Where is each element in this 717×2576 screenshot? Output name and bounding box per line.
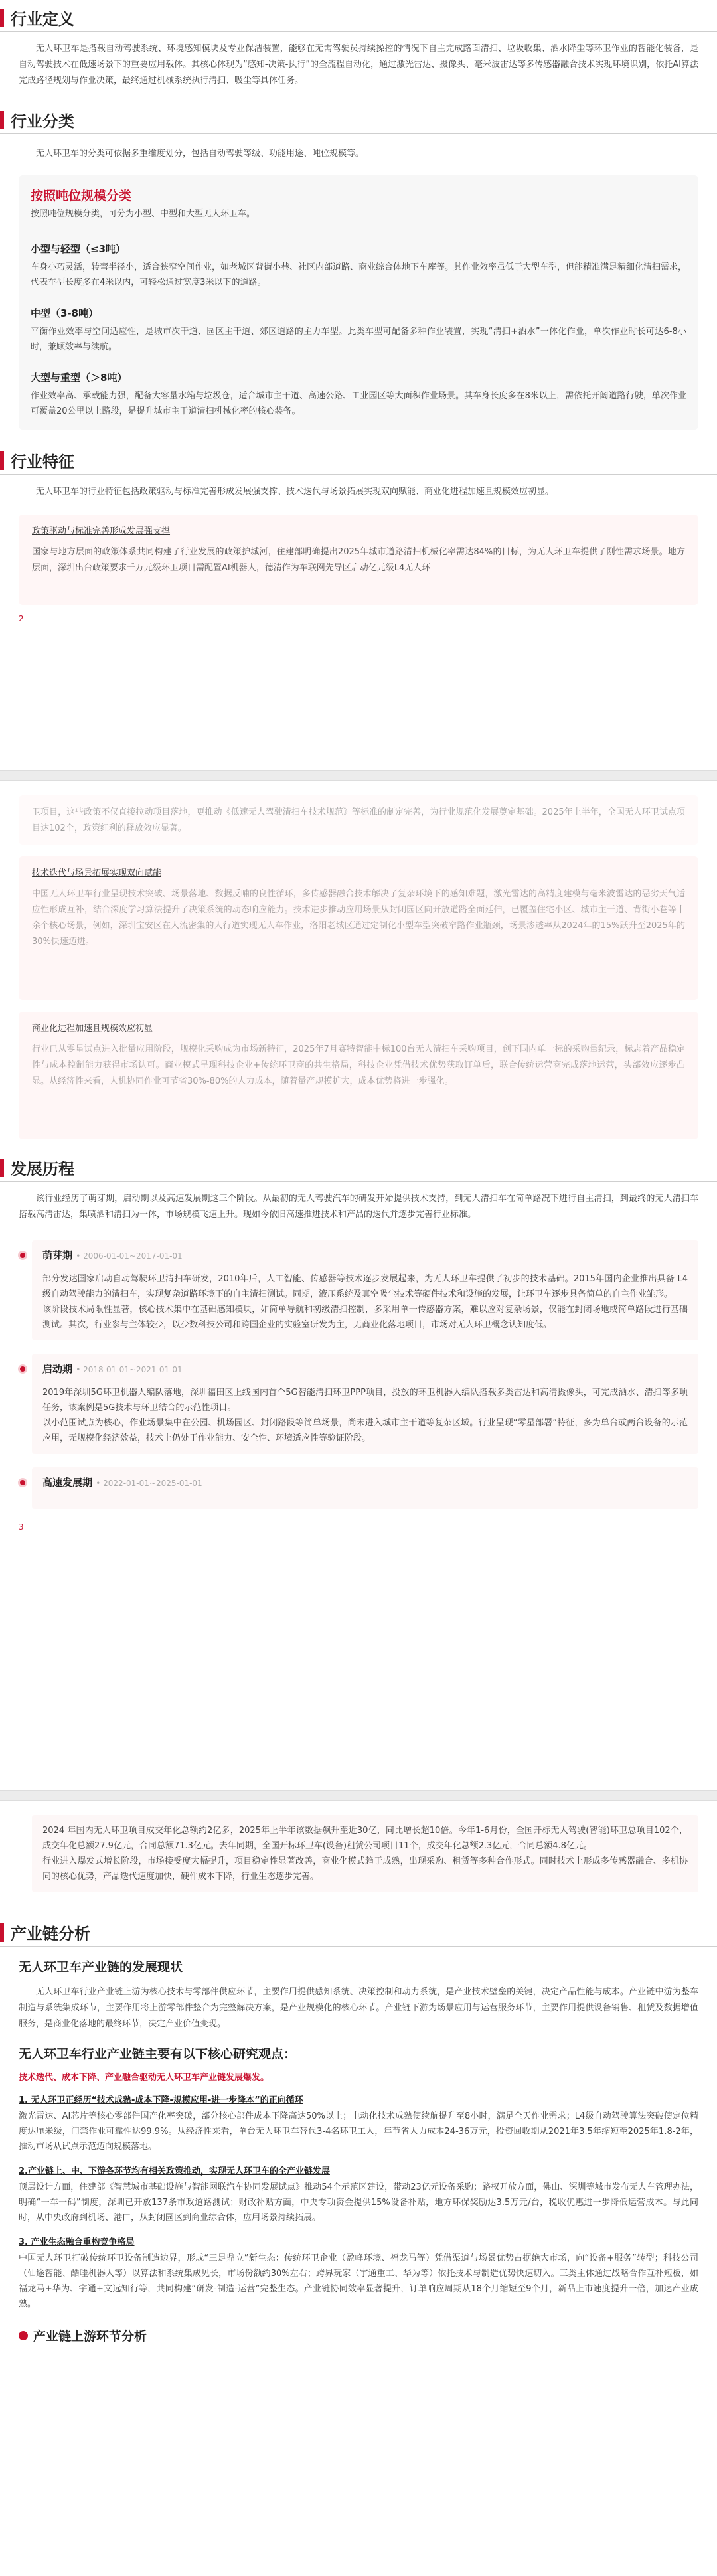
timeline-dot xyxy=(18,1478,27,1487)
chain-point-body: 激光雷达、AI芯片等核心零部件国产化率突破，部分核心部件成本下降高达50%以上；电动化技术成熟使续航提升至8小时，满足全天作业需求；L4级自动驾驶算法突破使定位精度达厘米级，门禁作业可靠性达99.9%。从经济性来看，单台无人环卫车替代3-4名环卫工人，年节省人力成本24-36万元，投资回收期从2021年3.5年缩短至2025年1.8-2年，推动市场从试点示范迈向规模落地。 xyxy=(19,2111,698,2152)
page-number: 3 xyxy=(19,1522,24,1532)
feature-card-policy-continued xyxy=(19,795,698,845)
upstream-title: 产业链上游环节分析 xyxy=(33,2329,147,2344)
bullet-icon xyxy=(19,2331,28,2340)
chain-point-body: 中国无人环卫打破传统环卫设备制造边界，形成“三足鼎立”新生态：传统环卫企业（盈峰环境、福龙马等）凭借渠道与场景优势占据绝大市场，向“设备+服务”转型；科技公司（仙途智能、酷哇机器人等）以算法和系统集成见长，市场份额约30%左右；跨界玩家（宇通重工、华为等）依托技术与制造优势快速切入。三类主体通过战略合作互补短板，如福龙马+华为、宇通+文远知行等，共同构建“研发-制造-运营”完整生态。产业链协同效率显著提升，订单响应周期从18个月缩短至9个月，新品上市速度提升一倍，加速产业成熟。 xyxy=(19,2253,698,2309)
feature-body: 中国无人环卫车行业呈现技术突破、场景落地、数据反哺的良性循环，多传感器融合技术解决了复杂环境下的感知难题，激光雷达的高精度建模与毫米波雷达的恶劣天气适应性形成互补，结合深度学习算法提升了决策系统的动态响应能力。技术进步推动应用场景从封闭园区向开放道路全面延伸，已覆盖住宅小区、城市主干道、背街小巷等十余个核心场景，例如，深圳宝安区在人流密集的人行道实现无人车作业，洛阳老城区通过定制化小型车型突破窄路作业瓶颈，场景渗透率从2024年的15%跃升至2025年的30%快速迈进。 xyxy=(32,889,685,947)
class-item-desc: 平衡作业效率与空间适应性，是城市次干道、园区主干道、郊区道路的主力车型。此类车型可配备多种作业装置，实现“清扫+洒水”一体化作业，单次作业时长可达6-8小时，兼顾效率与续航。 xyxy=(31,327,686,352)
class-item-desc: 作业效率高、承载能力强，配备大容量水箱与垃圾仓，适合城市主干道、高速公路、工业园区等大面积作业场景。其车身长度多在8米以上，需依托开阔道路行驶，单次作业可覆盖20公里以上路段，是提升城市主干道清扫机械化率的核心装备。 xyxy=(31,391,686,416)
features-intro: 无人环卫车的行业特征包括政策驱动与标准完善形成发展强支撑、技术迭代与场景拓展实现双向赋能、商业化进程加速且规模效应初显。 xyxy=(36,487,554,497)
timeline-stage-continued xyxy=(32,1815,698,1892)
upstream-header xyxy=(19,2326,698,2344)
feature-card-commercial xyxy=(19,1012,698,1139)
feature-title: 政策驱动与标准完善形成发展强支撑 xyxy=(32,526,171,536)
timeline-stage: 高速发展期 • 2022-01-01~2025-01-01 xyxy=(32,1467,698,1509)
section-chain-header xyxy=(0,1919,717,1947)
section-history-title: 发展历程 xyxy=(11,1160,74,1178)
definition-body: 无人环卫车是搭载自动驾驶系统、环境感知模块及专业保洁装置，能够在无需驾驶员持续操控的情况下自主完成路面清扫、垃圾收集、洒水降尘等环卫作业的智能化装备，是自动驾驶技术在低速场景下的重要应用载体。其核心体现为“感知-决策-执行”的全流程自动化，通过激光雷达、摄像头、毫米波雷达等多传感器融合技术实现环境识别，依托AI算法完成路径规划与作业决策，最终通过机械系统执行清扫、吸尘等具体任务。 xyxy=(19,44,698,86)
chain-point-title: 1. 无人环卫正经历“技术成熟-成本下降-规模应用-进一步降本”的正向循环 xyxy=(19,2095,303,2105)
chain-research-title: 无人环卫车行业产业链主要有以下核心研究观点： xyxy=(19,2047,297,2061)
feature-card-policy xyxy=(19,515,698,605)
chain-status-body: 无人环卫车行业产业链上游为核心技术与零部件供应环节，主要作用提供感知系统、决策控制和动力系统，是产业技术壁垒的关键，决定产品性能与成本。产业链中游为整车制造与系统集成环节，主要作用将上游零部件整合为完整解决方案，是产业规模化的核心环节。产业链下游为场景应用与运营服务环节，主要作用提供设备销售、租赁及数据增值服务，是商业化落地的最终环节，决定产业价值变现。 xyxy=(19,1987,698,2029)
stage-date: 2022-01-01~2025-01-01 xyxy=(103,1479,202,1488)
stage-body-2: 行业进入爆发式增长阶段，市场接受度大幅提升，项目稳定性显著改善，商业化模式趋于成熟，出现采购、租赁等多种合作形式。同时技术上形成多传感器融合、多机协同的核心优势，产品迭代速度加快，硬件成本下降，行业生态逐步完善。 xyxy=(42,1856,688,1882)
section-classification-header xyxy=(0,106,717,134)
feature-title: 技术迭代与场景拓展实现双向赋能 xyxy=(32,868,162,878)
stage-name: 高速发展期 xyxy=(42,1477,93,1489)
timeline-dot xyxy=(18,1251,27,1260)
stage-body-2: 该阶段技术局限性显著，核心技术集中在基础感知模块，如简单导航和初级清扫控制，多采用单一传感器方案，难以应对复杂场景，仅能在封闭场地或简单路段进行基础测试。其次，行业参与主体较少，以少数科技公司和跨国企业的实验室研发为主，无商业化落地项目，市场对无人环卫概念认知度低。 xyxy=(42,1305,688,1330)
feature-body: 行业已从零星试点进入批量应用阶段，规模化采购成为市场新特征，2025年7月赛特智能中标100台无人清扫车采购项目，创下国内单一标的采购量纪录，标志着产品稳定性与成本控制能力获得市场认可。商业模式呈现科技企业+传统环卫商的共生格局，科技企业凭借技术优势获取订单后，联合传统运营商完成落地运营，头部效应逐步凸显。从经济性来看，人机协同作业可节省30%-80%的人力成本，随着量产规模扩大，成本优势将进一步强化。 xyxy=(32,1044,685,1086)
section-marker xyxy=(0,1923,4,1942)
timeline xyxy=(0,1240,717,1509)
chain-research-highlight: 技术迭代、成本下降、产业融合驱动无人环卫车产业链发展爆发。 xyxy=(19,2073,270,2083)
section-history-header xyxy=(0,1154,717,1182)
stage-date: 2006-01-01~2017-01-01 xyxy=(83,1251,183,1261)
page-3 xyxy=(0,1801,717,2576)
section-definition-title: 行业定义 xyxy=(11,10,74,29)
history-intro: 该行业经历了萌芽期，启动期以及高速发展期这三个阶段。从最初的无人驾驶汽车的研发开始提供技术支持，到无人清扫车在简单路况下进行自主清扫，到最终的无人清扫车搭载高清雷达，集喷洒和清扫为一体，市场规模飞速上升。现如今依旧高速推进技术和产品的迭代并逐步完善行业标准。 xyxy=(19,1194,698,1220)
section-marker xyxy=(0,451,4,470)
class-item-desc: 车身小巧灵活，转弯半径小，适合狭窄空间作业，如老城区背街小巷、社区内部道路、商业综合体地下车库等。其作业效率虽低于大型车型，但能精准满足精细化清扫需求，代表车型长度多在4米以内，可轻松通过宽度3米以下的道路。 xyxy=(31,262,687,287)
feature-body: 卫项目，这些政策不仅直接拉动项目落地，更推动《低速无人驾驶清扫车技术规范》等标准的制定完善，为行业规范化发展奠定基础。2025年上半年，全国无人环卫试点项目达102个，政策红利的释放效应显著。 xyxy=(32,807,685,833)
stage-name: 启动期 xyxy=(42,1363,73,1375)
page-2 xyxy=(0,781,717,1790)
page-1 xyxy=(0,0,717,770)
stage-body-2: 以小范围试点为核心，作业场景集中在公园、机场园区、封闭路段等简单场景，尚未进入城市主干道等复杂区域。行业呈现“零星部署”特征，多为单台或两台设备的示范应用，无规模化经济效益，技术上仍处于作业能力、安全性、环境适应性等验证阶段。 xyxy=(42,1418,688,1443)
classification-card xyxy=(19,175,698,430)
classification-intro: 无人环卫车的分类可依据多重维度划分，包括自动驾驶等级、功能用途、吨位规模等。 xyxy=(36,149,364,159)
class-item-name: 大型与重型（＞8吨） xyxy=(31,372,127,384)
classification-card-title: 按照吨位规模分类 xyxy=(31,189,132,203)
stage-date: 2018-01-01~2021-01-01 xyxy=(83,1365,183,1374)
class-item-name: 小型与轻型（≤3吨） xyxy=(31,243,126,255)
page-separator xyxy=(0,770,717,781)
stage-body: 部分发达国家启动自动驾驶环卫清扫车研发，2010年后，人工智能、传感器等技术逐步发展起来，为无人环卫车提供了初步的技术基础。2015年国内企业推出具备 L4 级自动驾驶能力的清扫车，实现复杂道路环境下的自主清扫测试。同期，液压系统及真空吸尘技术等硬件技术和设施的发展，让环卫车逐步具备简单的自主作业雏形。 xyxy=(42,1274,688,1299)
stage-name: 萌芽期 xyxy=(42,1249,73,1261)
page-number: 2 xyxy=(19,614,24,623)
classification-card-intro: 按照吨位规模分类，可分为小型、中型和大型无人环卫车。 xyxy=(31,209,256,219)
section-marker xyxy=(0,9,4,27)
chain-status-title: 无人环卫车产业链的发展现状 xyxy=(19,1960,183,1974)
feature-body: 国家与地方层面的政策体系共同构建了行业发展的政策护城河，住建部明确提出2025年城市道路清扫机械化率需达84%的目标，为无人环卫车提供了刚性需求场景。地方层面，深圳出台政策要求千万元级环卫项目需配置AI机器人，德清作为车联网先导区启动亿元级L4无人环 xyxy=(32,547,685,573)
stage-body: 2019年深圳5G环卫机器人编队落地，深圳福田区上线国内首个5G智能清扫环卫PPP项目，投放的环卫机器人编队搭载多类雷达和高清摄像头，可完成洒水、清扫等多项任务，该案例是5G技术与环卫结合的示范性项目。 xyxy=(42,1388,688,1413)
timeline-stage: 启动期 • 2018-01-01~2021-01-01 2019年深圳5G环卫机器人编队落地，深圳福田区上线国内首个5G智能清扫环卫PPP项目，投放的环卫机器人编队搭载多类雷达和高清摄像头，可完成洒水、清扫等多项任务，该案例是5G技术与环卫结合的示范性项目。 以小范围试点为核心，作业场景集中在公园、机场园区、封闭路段等简单场景，尚未进入城市主干道等复杂区域。行业呈现“零星部署”特征，多为单台或两台设备的示范应用，无规模化经济效益，技术上仍处于作业能力、安全性、环境适应性等验证阶段。 xyxy=(32,1354,698,1454)
section-definition-header xyxy=(0,4,717,32)
stage-body: 2024 年国内无人环卫项目成交年化总额约2亿多，2025年上半年该数据飙升至近30亿，同比增长超10倍。今年1-6月份，全国开标无人驾驶(智能)环卫总项目102个，成交年化总额27.9亿元，合同总额71.3亿元。去年同期，全国开标环卫车(设备)租赁公司项目11个，成交年化总额2.3亿元，合同总额4.8亿元。 xyxy=(42,1826,688,1851)
chain-point-body: 顶层设计方面，住建部《智慧城市基础设施与智能网联汽车协同发展试点》推动54个示范区建设，带动23亿元设备采购；路权开放方面，佛山、深圳等城市发布无人车管理办法，明确“一车一码”制度，深圳已开放137条市政道路测试；财政补贴方面，中央专项资金提供15%设备补贴，地方环保奖励达3.5万元/台，税收优惠进一步降低运营成本。与此同时，从中央政府到机场、港口，从封闭园区到商业综合体，应用场景持续拓展。 xyxy=(19,2182,698,2223)
timeline-dot xyxy=(18,1364,27,1374)
page-separator xyxy=(0,1790,717,1801)
section-marker xyxy=(0,111,4,129)
section-features-title: 行业特征 xyxy=(11,453,74,471)
section-marker xyxy=(0,1159,4,1177)
timeline-stage: 萌芽期 • 2006-01-01~2017-01-01 部分发达国家启动自动驾驶环卫清扫车研发，2010年后，人工智能、传感器等技术逐步发展起来，为无人环卫车提供了初步的技术基础。2015年国内企业推出具备 L4 级自动驾驶能力的清扫车，实现复杂道路环境下的自主清扫测试。同期，液压系统及真空吸尘技术等硬件技术和设施的发展，让环卫车逐步具备简单的自主作业雏形。 该阶段技术局限性显著，核心技术集中在基础感知模块，如简单导航和初级清扫控制，多采用单一传感器方案，难以应对复杂场景，仅能在封闭场地或简单路段进行基础测试。其次，行业参与主体较少，以少数科技公司和跨国企业的实验室研发为主，无商业化落地项目，市场对无人环卫概念认知度低。 xyxy=(32,1240,698,1340)
section-features-header xyxy=(0,447,717,475)
feature-card-technology xyxy=(19,856,698,1000)
chain-point-title: 3. 产业生态融合重构竞争格局 xyxy=(19,2237,135,2247)
feature-title: 商业化进程加速且规模效应初显 xyxy=(32,1024,153,1034)
class-item-name: 中型（3-8吨） xyxy=(31,307,99,319)
section-classification-title: 行业分类 xyxy=(11,112,74,131)
section-chain-title: 产业链分析 xyxy=(11,1925,90,1943)
chain-point-title: 2.产业链上、中、下游各环节均有相关政策推动，实现无人环卫车的全产业链发展 xyxy=(19,2166,330,2176)
